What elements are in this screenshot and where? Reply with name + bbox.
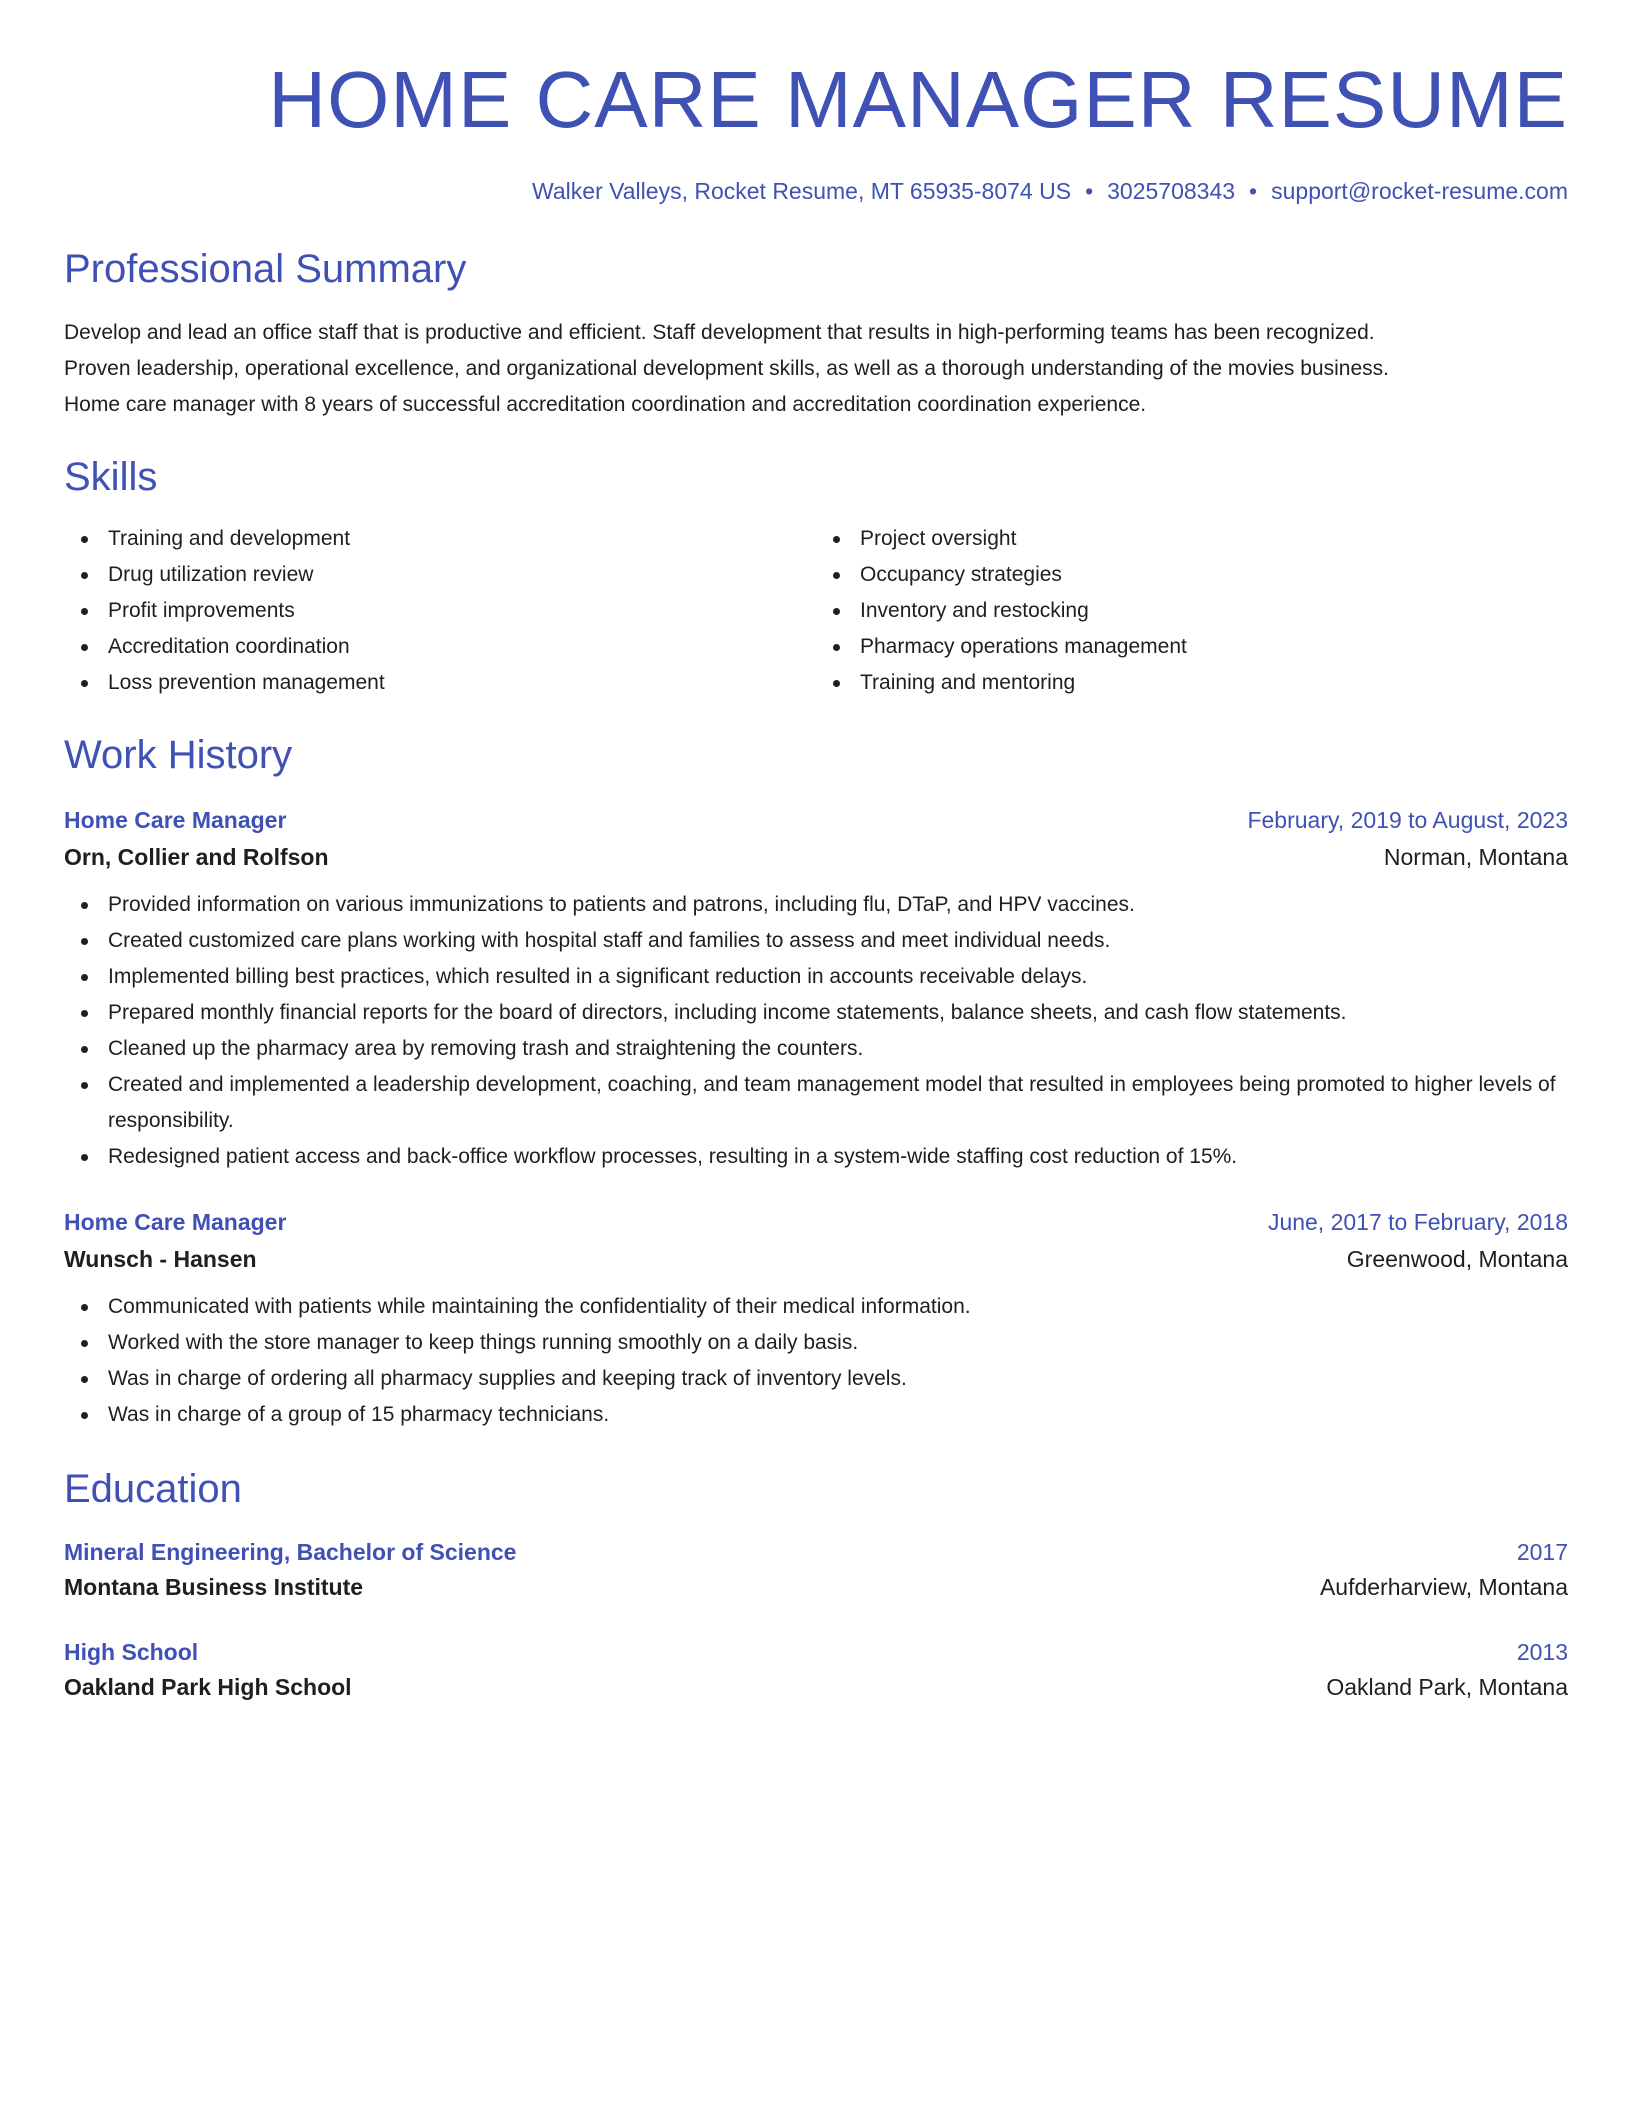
skill-item: Training and development: [108, 521, 816, 557]
summary-text: [64, 315, 1568, 423]
job-entry: [64, 807, 1568, 1175]
job-title: Home Care Manager: [64, 1209, 287, 1235]
contact-email[interactable]: support@rocket-resume.com: [1271, 178, 1568, 204]
skill-item: Drug utilization review: [108, 557, 816, 593]
job-duties: [64, 887, 1568, 1175]
job-duty-item: Communicated with patients while maintaining the confidentiality of their medical information.: [108, 1289, 1568, 1325]
contact-separator: •: [1249, 178, 1258, 204]
summary-heading: Professional Summary: [64, 247, 467, 291]
job-duty-item: Provided information on various immunizations to patients and patrons, including flu, DTaP, and HPV vaccines.: [108, 887, 1568, 923]
job-employer-row: [64, 844, 1568, 871]
skills-column-right: [816, 521, 1568, 701]
job-dates: February, 2019 to August, 2023: [1247, 807, 1568, 833]
job-employer-row: [64, 1246, 1568, 1273]
job-entry: [64, 1209, 1568, 1433]
job-company: Wunsch - Hansen: [64, 1246, 257, 1272]
education-year: 2013: [1516, 1639, 1568, 1665]
work-history-heading: Work History: [64, 733, 293, 777]
skill-item: Profit improvements: [108, 593, 816, 629]
education-location: Oakland Park, Montana: [1326, 1674, 1568, 1700]
education-header-row: [64, 1539, 1568, 1566]
skills-heading: Skills: [64, 455, 158, 499]
job-title: Home Care Manager: [64, 807, 287, 833]
education-heading: Education: [64, 1467, 242, 1511]
resume-title: HOME CARE MANAGER RESUME: [268, 55, 1568, 144]
job-company: Orn, Collier and Rolfson: [64, 844, 329, 870]
job-duty-item: Implemented billing best practices, which resulted in a significant reduction in accounts receivable delays.: [108, 959, 1568, 995]
job-duty-item: Redesigned patient access and back-office workflow processes, resulting in a system-wide staffing cost reduction of 15%.: [108, 1139, 1568, 1175]
job-location: Norman, Montana: [1383, 844, 1568, 870]
education-year: 2017: [1516, 1539, 1568, 1565]
education-degree: Mineral Engineering, Bachelor of Science: [64, 1539, 517, 1565]
summary-line: Home care manager with 8 years of successful accreditation coordination and accreditation coordination experience.: [64, 393, 1147, 416]
job-duty-item: Was in charge of a group of 15 pharmacy technicians.: [108, 1397, 1568, 1433]
contact-info: [64, 178, 1568, 205]
contact-address: Walker Valleys, Rocket Resume, MT 65935-8074 US: [532, 178, 1072, 204]
skills-list: [64, 521, 1568, 701]
skill-item: Project oversight: [860, 521, 1568, 557]
education-school-row: [64, 1574, 1568, 1601]
job-header-row: [64, 807, 1568, 834]
skill-item: Loss prevention management: [108, 665, 816, 701]
job-duties: [64, 1289, 1568, 1433]
skill-item: Pharmacy operations management: [860, 629, 1568, 665]
skill-item: Training and mentoring: [860, 665, 1568, 701]
education-location: Aufderharview, Montana: [1319, 1574, 1568, 1600]
education-school-row: [64, 1674, 1568, 1701]
education-school: Montana Business Institute: [64, 1574, 364, 1600]
job-duty-item: Created customized care plans working with hospital staff and families to assess and meet individual needs.: [108, 923, 1568, 959]
job-dates: June, 2017 to February, 2018: [1267, 1209, 1568, 1235]
skill-item: Inventory and restocking: [860, 593, 1568, 629]
contact-separator: •: [1085, 178, 1094, 204]
job-header-row: [64, 1209, 1568, 1236]
education-degree: High School: [64, 1639, 199, 1665]
summary-line: Develop and lead an office staff that is productive and efficient. Staff development that results in high-performing teams has been recognized.: [64, 321, 1375, 344]
education-school: Oakland Park High School: [64, 1674, 352, 1700]
job-duty-item: Cleaned up the pharmacy area by removing trash and straightening the counters.: [108, 1031, 1568, 1067]
contact-phone: 3025708343: [1107, 178, 1236, 204]
job-location: Greenwood, Montana: [1346, 1246, 1568, 1272]
skill-item: Occupancy strategies: [860, 557, 1568, 593]
job-duty-item: Worked with the store manager to keep things running smoothly on a daily basis.: [108, 1325, 1568, 1361]
skill-item: Accreditation coordination: [108, 629, 816, 665]
skills-column-left: [64, 521, 816, 701]
education-entry: [64, 1639, 1568, 1701]
job-duty-item: Created and implemented a leadership development, coaching, and team management model that resulted in employees being promoted to higher levels of responsibility.: [108, 1067, 1568, 1139]
summary-line: Proven leadership, operational excellence, and organizational development skills, as well as a thorough understanding of the movies business.: [64, 357, 1389, 380]
job-duty-item: Was in charge of ordering all pharmacy supplies and keeping track of inventory levels.: [108, 1361, 1568, 1397]
education-entry: [64, 1539, 1568, 1601]
education-header-row: [64, 1639, 1568, 1666]
job-duty-item: Prepared monthly financial reports for the board of directors, including income statements, balance sheets, and cash flow statements.: [108, 995, 1568, 1031]
